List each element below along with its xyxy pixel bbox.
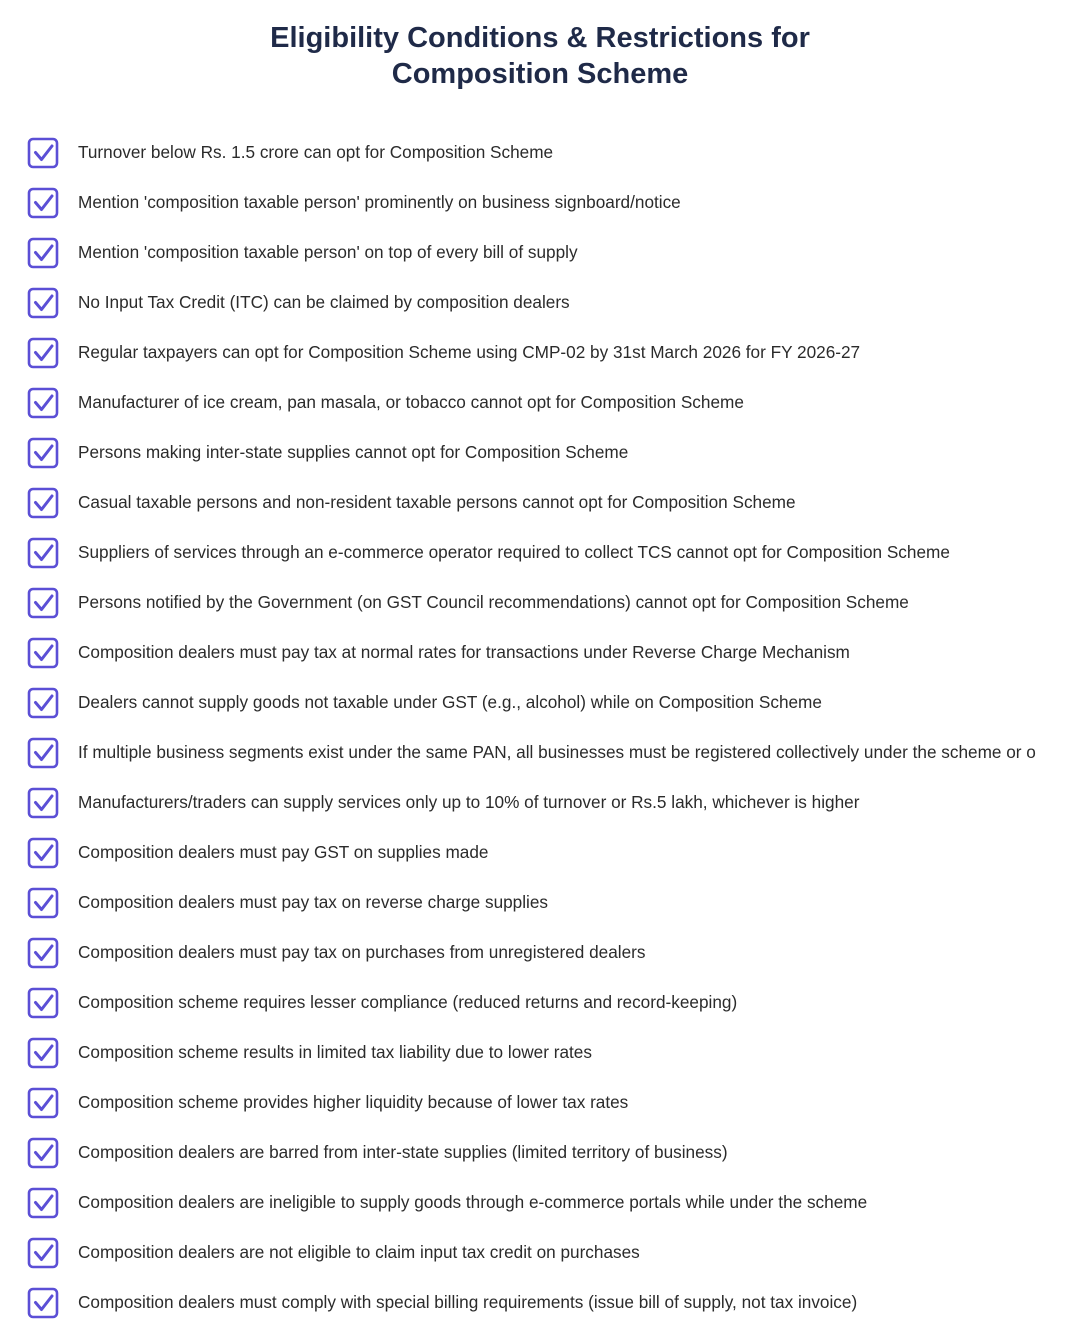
checkbox-checked-icon <box>26 236 60 270</box>
checklist-item-text: Regular taxpayers can opt for Composition Scheme using CMP-02 by 31st March 2026 for FY 2026-27 <box>78 342 861 362</box>
checklist-item-text: Composition dealers must pay tax on purchases from unregistered dealers <box>78 942 646 962</box>
checklist-item <box>0 677 1080 727</box>
checklist-item-text: Composition scheme requires lesser compliance (reduced returns and record-keeping) <box>78 992 738 1012</box>
checklist-item <box>0 1277 1080 1327</box>
checklist-item-text: Turnover below Rs. 1.5 crore can opt for Composition Scheme <box>78 142 554 162</box>
checklist-item-text: Composition dealers must pay tax on reverse charge supplies <box>78 892 549 912</box>
checklist-item-text: If multiple business segments exist under the same PAN, all businesses must be registered collectively under the scheme or o <box>78 742 1036 762</box>
checklist-item-text: Persons making inter-state supplies cannot opt for Composition Scheme <box>78 442 629 462</box>
checklist-item <box>0 577 1080 627</box>
checkbox-checked-icon <box>26 636 60 670</box>
checklist-item-text: Composition scheme provides higher liquidity because of lower tax rates <box>78 1092 629 1112</box>
checklist-item-text: Casual taxable persons and non-resident taxable persons cannot opt for Composition Scheme <box>78 492 796 512</box>
checklist-item <box>0 627 1080 677</box>
checkbox-checked-icon <box>26 786 60 820</box>
checklist-item-text: Composition dealers must pay GST on supplies made <box>78 842 489 862</box>
page-title <box>0 20 1080 92</box>
checklist-item-text: Composition dealers are barred from inter-state supplies (limited territory of business) <box>78 1142 728 1162</box>
checkbox-checked-icon <box>26 536 60 570</box>
checklist-item <box>0 477 1080 527</box>
checklist-item-text: Composition scheme results in limited tax liability due to lower rates <box>78 1042 592 1062</box>
checkbox-checked-icon <box>26 1136 60 1170</box>
page-title-line-1: Eligibility Conditions & Restrictions for <box>270 22 810 54</box>
checklist-item <box>0 1027 1080 1077</box>
checklist-item-text: Manufacturers/traders can supply services only up to 10% of turnover or Rs.5 lakh, whichever is higher <box>78 792 860 812</box>
checklist-item-text: Persons notified by the Government (on GST Council recommendations) cannot opt for Composition Scheme <box>78 592 909 612</box>
checkbox-checked-icon <box>26 486 60 520</box>
checklist-item <box>0 127 1080 177</box>
checkbox-checked-icon <box>26 136 60 170</box>
checkbox-checked-icon <box>26 686 60 720</box>
checklist-item-text: No Input Tax Credit (ITC) can be claimed by composition dealers <box>78 292 570 312</box>
checkbox-checked-icon <box>26 886 60 920</box>
checklist-item <box>0 527 1080 577</box>
checklist-item-text: Suppliers of services through an e-commerce operator required to collect TCS cannot opt for Composition Scheme <box>78 542 950 562</box>
checklist-item <box>0 227 1080 277</box>
checkbox-checked-icon <box>26 836 60 870</box>
checklist-item-text: Composition dealers must comply with special billing requirements (issue bill of supply, not tax invoice) <box>78 1292 858 1312</box>
checklist-item <box>0 727 1080 777</box>
checkbox-checked-icon <box>26 1236 60 1270</box>
checkbox-checked-icon <box>26 336 60 370</box>
checkbox-checked-icon <box>26 986 60 1020</box>
checklist-item <box>0 377 1080 427</box>
checklist-item-text: Composition dealers are ineligible to supply goods through e-commerce portals while under the scheme <box>78 1192 868 1212</box>
checkbox-checked-icon <box>26 1036 60 1070</box>
checklist-item-text: Composition dealers must pay tax at normal rates for transactions under Reverse Charge Mechanism <box>78 642 850 662</box>
checklist-item-text: Mention 'composition taxable person' prominently on business signboard/notice <box>78 192 681 212</box>
checklist-item <box>0 1127 1080 1177</box>
checklist-item-text: Mention 'composition taxable person' on top of every bill of supply <box>78 242 578 262</box>
checkbox-checked-icon <box>26 936 60 970</box>
checkbox-checked-icon <box>26 1186 60 1220</box>
checklist-item <box>0 427 1080 477</box>
checklist-item <box>0 977 1080 1027</box>
checklist-item <box>0 927 1080 977</box>
checkbox-checked-icon <box>26 436 60 470</box>
checklist-item <box>0 1177 1080 1227</box>
checklist-item-text: Dealers cannot supply goods not taxable under GST (e.g., alcohol) while on Composition Scheme <box>78 692 822 712</box>
checklist-item <box>0 877 1080 927</box>
checklist-item <box>0 827 1080 877</box>
page-title-line-2: Composition Scheme <box>391 58 689 90</box>
checkbox-checked-icon <box>26 386 60 420</box>
checkbox-checked-icon <box>26 1286 60 1320</box>
checkbox-checked-icon <box>26 1086 60 1120</box>
checkbox-checked-icon <box>26 736 60 770</box>
checkbox-checked-icon <box>26 286 60 320</box>
checklist-item <box>0 1227 1080 1277</box>
checkbox-checked-icon <box>26 586 60 620</box>
checklist-item <box>0 277 1080 327</box>
checklist-item <box>0 1077 1080 1127</box>
eligibility-checklist <box>0 127 1080 1327</box>
checkbox-checked-icon <box>26 186 60 220</box>
checklist-item <box>0 327 1080 377</box>
checklist-item <box>0 177 1080 227</box>
checklist-item-text: Composition dealers are not eligible to claim input tax credit on purchases <box>78 1242 640 1262</box>
checklist-item-text: Manufacturer of ice cream, pan masala, or tobacco cannot opt for Composition Scheme <box>78 392 744 412</box>
checklist-item <box>0 777 1080 827</box>
